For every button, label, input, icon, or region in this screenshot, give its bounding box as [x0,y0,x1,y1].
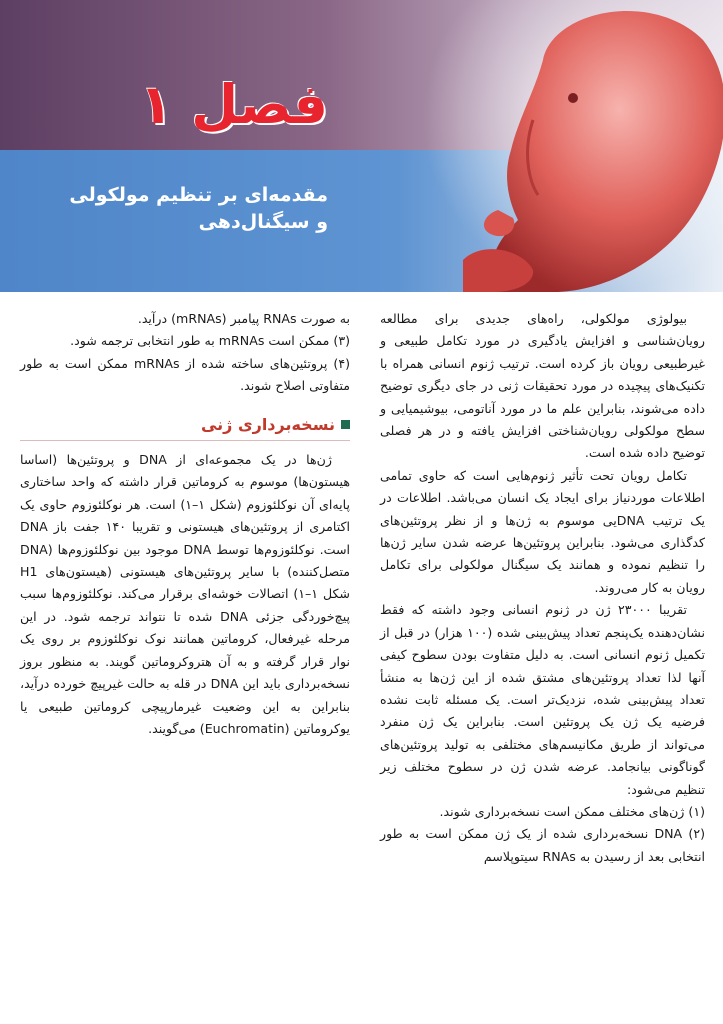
chapter-title: فصل ۱ [139,73,328,136]
chapter-header [0,0,723,292]
list-item: (۴) پروتئین‌های ساخته شده از mRNAs ممکن است به طور متفاوتی اصلاح شوند. [20,355,350,394]
chapter-subtitle: مقدمه‌ای بر تنظیم مولکولی و سیگنال‌دهی [69,184,328,233]
paragraph: بیولوژی مولکولی، راه‌های جدیدی برای مطالعه رویان‌شناسی و افزایش یادگیری در مورد تکامل طبیعی و غیرطبیعی رویان باز کرده است. ترتیب ژنوم انسانی همراه با تکنیک‌های پیچیده در مورد تحقیقات ژنی در جای دیگری توضیح داده می‌شوند، بنابراین علم ما در مورد آناتومی، بیوشیمیایی و سطح مولکولی رویان‌شناختی افزایش یافته و در هر فصلی توضیح داده شده است. [380,311,705,461]
list-item: (۱) ژن‌های مختلف ممکن است نسخه‌برداری شوند. [439,803,705,819]
paragraph: ژن‌ها در یک مجموعه‌ای از DNA و پروتئین‌ها (اساسا هیستون‌ها) موسوم به کروماتین قرار داشته که واحد ساختاری پایه‌ای آن نوکلئوزوم (شکل ۱–۱) است. هر نوکلئوزوم حاوی یک اکتامری از پروتئین‌های هیستونی و تقریبا ۱۴۰ جفت باز DNA است. نوکلئوزوم‌ها توسط DNA موجود بین نوکلئوزوم‌ها (DNA متصل‌کننده) با سایر پروتئین‌های هیستونی (هیستون‌های H1 شکل ۱–۱) اتصالات خوشه‌ای برقرار می‌کند. نوکلئوزوم‌ها سبب پیچ‌خوردگی جزئی DNA شده تا نتواند ترجمه شود. در این مرحله غیرفعال، کروماتین همانند نوک نوکلئوزوم بر روی یک نوار قرار گرفته و به آن هتروکروماتین گویند. به منظور بروز نسخه‌برداری باید این DNA در قله به حالت غیرپیچ خورده درآید، بنابراین به این وضعیت غیرمارپیچی کروماتین طبیعی یا یوکروماتین (Euchromatin) می‌گویند. [20,452,351,736]
list-item: (۳) ممکن است mRNAs به طور انتخابی ترجمه شود. [70,333,350,349]
square-bullet-icon [341,420,350,429]
list-item: به صورت RNAs پیامبر (mRNAs) درآید. [137,311,350,326]
paragraph: تکامل رویان تحت تأثیر ژنوم‌هایی است که حاوی تمامی اطلاعات موردنیاز برای ایجاد یک انسان می‌باشد. اطلاعات در یک ترتیب DNAیی موسوم به ژن‌ها و از نظر پروتئین‌های کدگذاری می‌شود. بنابراین پروتئین‌ها عرضه شدن سایر ژن‌ها را تنظیم نموده و همانند یک سیگنال مولکولی برای تکامل رویان به کار می‌روند. [380,467,705,595]
fetus-illustration [423,0,723,292]
section-title: نسخه‌برداری ژنی [200,414,335,434]
right-column [380,308,705,868]
left-column [20,308,350,740]
paragraph: تقریبا ۲۳۰۰۰ ژن در ژنوم انسانی وجود داشته که فقط نشان‌دهنده یک‌پنجم تعداد پیش‌بینی شده (۱۰۰ هزار) در قبل از تکمیل ژنوم انسانی است. به دلیل متفاوت بودن سطوح کیفی آنها لذا تعداد پروتئین‌های مشتق شده از این ژن‌ها به منشأ تعداد پیش‌بینی شده، نزدیک‌تر است. یک مسئله ثابت نشده فرضیه یک ژن یک پروتئین است. بنابراین یک ژن منفرد می‌تواند از طریق مکانیسم‌های مختلفی به تولید پروتئین‌های گوناگونی بیانجامد. عرضه شدن ژن در سطوح مختلف زیر تنظیم می‌شود: [380,602,705,797]
list-item: (۲) DNA نسخه‌برداری شده از یک ژن ممکن است به طور انتخابی بعد از رسیدن به RNAs سیتوپلاسم [380,826,705,864]
section-heading [20,414,350,441]
